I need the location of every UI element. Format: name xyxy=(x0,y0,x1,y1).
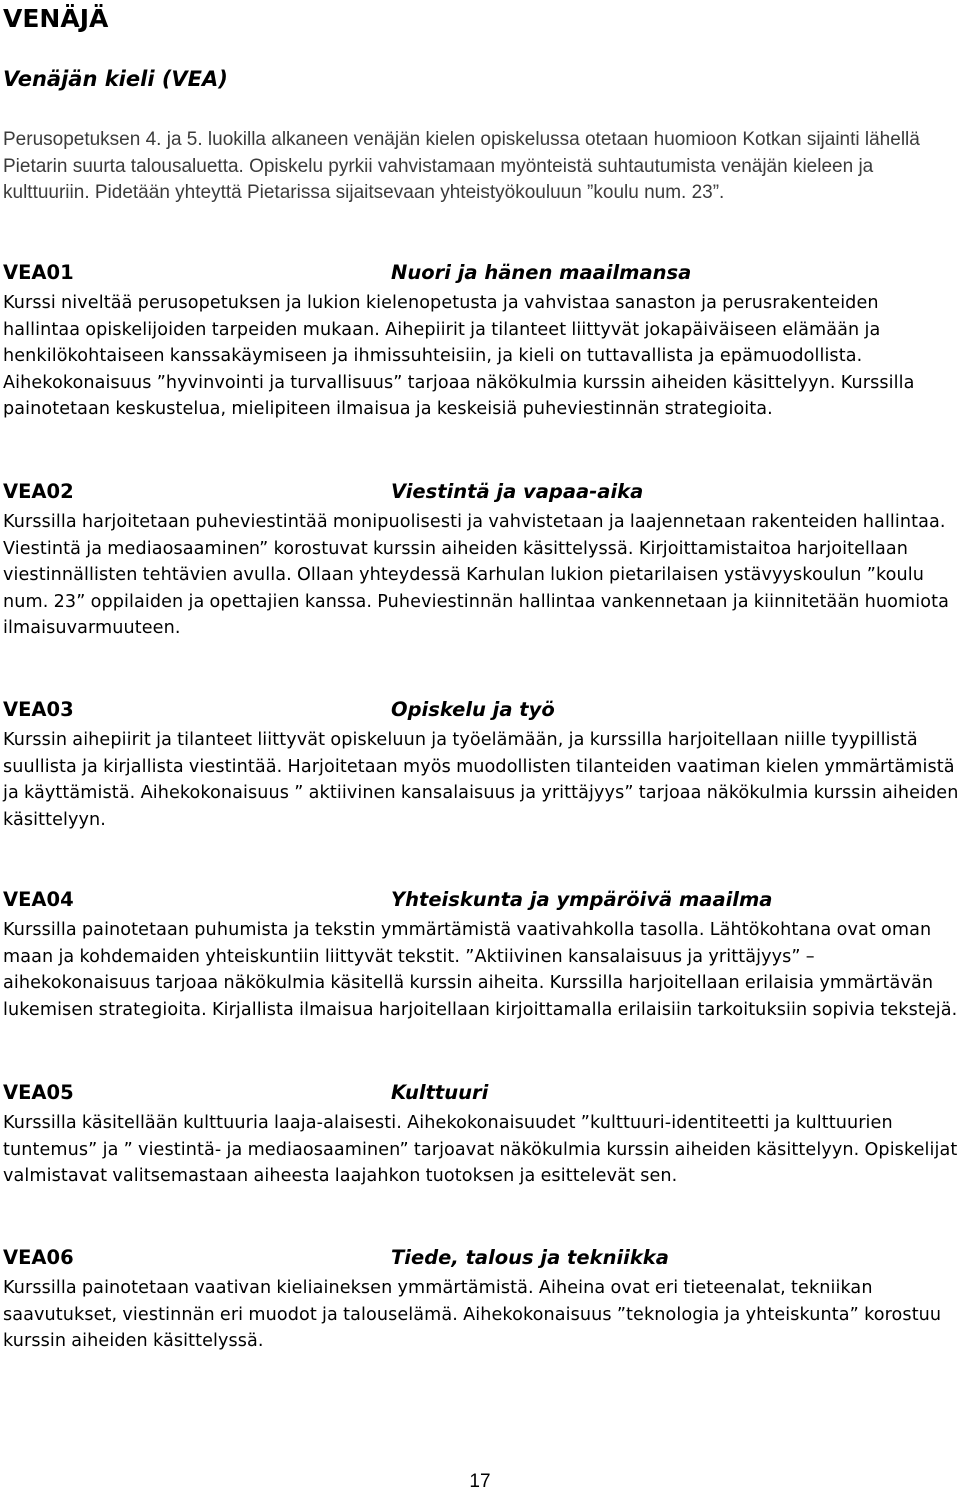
course-description: Kurssilla käsitellään kulttuuria laaja-alaisesti. Aihekokonaisuudet ”kulttuuri-identiteetti ja kulttuurien tuntemus” ja ” viestintä- ja mediaosaaminen” tarjoavat näkökulmia kurssin aiheiden käsittelyyn. Opiskelijat valmistavat valitsemastaan aiheesta laajahkon tuotoksen ja esittelevät sen. xyxy=(3,1113,958,1186)
course-code: VEA05 xyxy=(3,1081,74,1104)
course-vea06 xyxy=(3,1243,960,1355)
course-vea03 xyxy=(3,695,960,833)
course-name: Nuori ja hänen maailmansa xyxy=(391,261,692,284)
document-subtitle: Venäjän kieli (VEA) xyxy=(3,67,228,91)
course-code: VEA04 xyxy=(3,888,74,911)
course-heading xyxy=(3,885,960,915)
course-code: VEA03 xyxy=(3,698,74,721)
course-description: Kurssin aihepiirit ja tilanteet liittyvät opiskeluun ja työelämään, ja kurssilla harjoitellaan niille tyypillistä suullista ja kirjallista viestintää. Harjoitetaan myös muodollisten tilanteiden vaatiman kielen ymmärtämistä ja käyttämistä. Aihekokonaisuus ” aktiivinen kansalaisuus ja yrittäjyys” tarjoaa näkökulmia kurssin aiheiden käsittelyyn. xyxy=(3,730,959,830)
course-heading xyxy=(3,1243,960,1273)
course-code: VEA01 xyxy=(3,261,74,284)
course-code: VEA02 xyxy=(3,480,74,503)
course-vea02 xyxy=(3,477,960,642)
course-description: Kurssilla harjoitetaan puheviestintää monipuolisesti ja vahvistetaan ja laajennetaan rakenteiden hallintaa. Viestintä ja mediaosaaminen” korostuvat kurssin aiheiden käsittelyssä. Kirjoittamistaitoa harjoitellaan viestinnällisten tehtävien avulla. Ollaan yhteydessä Karhulan lukion pietarilaisen ystävyyskoulun ”koulu num. 23” oppilaiden ja opettajien kanssa. Puheviestinnän hallintaa vankennetaan ja kiinnitetään huomiota ilmaisuvarmuuteen. xyxy=(3,512,950,638)
page-number: 17 xyxy=(469,1471,491,1492)
intro-paragraph: Perusopetuksen 4. ja 5. luokilla alkaneen venäjän kielen opiskelussa otetaan huomioon Kotkan sijainti lähellä Pietarin suurta talousaluetta. Opiskelu pyrkii vahvistamaan myönteistä suhtautumista venäjän kieleen ja kulttuuriin. Pidetään yhteyttä Pietarissa sijaitsevaan yhteistyökouluun ”koulu num. 23”. xyxy=(3,129,920,203)
course-name: Yhteiskunta ja ympäröivä maailma xyxy=(391,888,773,911)
course-heading xyxy=(3,1078,960,1108)
course-name: Viestintä ja vapaa-aika xyxy=(391,480,644,503)
course-heading xyxy=(3,477,960,507)
course-heading xyxy=(3,258,960,288)
course-name: Tiede, talous ja tekniikka xyxy=(391,1246,669,1269)
course-name: Kulttuuri xyxy=(391,1081,489,1104)
course-vea01 xyxy=(3,258,960,423)
course-description: Kurssilla painotetaan puhumista ja tekstin ymmärtämistä vaativahkolla tasolla. Lähtökohtana ovat oman maan ja kohdemaiden yhteiskuntiin liittyvät tekstit. ”Aktiivinen kansalaisuus ja yrittäjyys” –aihekokonaisuus tarjoaa näkökulmia käsitellä kurssin aiheita. Kurssilla harjoitellaan erilaisia ymmärtävän lukemisen strategioita. Kirjallista ilmaisua harjoitellaan kirjoittamalla erilaisiin tarkoituksiin sopivia tekstejä. xyxy=(3,920,958,1020)
course-vea05 xyxy=(3,1078,960,1190)
document-title: VENÄJÄ xyxy=(3,4,109,33)
course-heading xyxy=(3,695,960,725)
course-vea04 xyxy=(3,885,960,1023)
course-code: VEA06 xyxy=(3,1246,74,1269)
course-description: Kurssilla painotetaan vaativan kieliaineksen ymmärtämistä. Aiheina ovat eri tieteenalat, tekniikan saavutukset, viestinnän eri muodot ja talouselämä. Aihekokonaisuus ”teknologia ja yhteiskunta” korostuu kurssin aiheiden käsittelyssä. xyxy=(3,1278,942,1351)
course-description: Kurssi niveltää perusopetuksen ja lukion kielenopetusta ja vahvistaa sanaston ja perusrakenteiden hallintaa opiskelijoiden tarpeiden mukaan. Aihepiirit ja tilanteet liittyvät jokapäiväiseen elämään ja henkilökohtaiseen kanssakäymiseen ja ihmissuhteisiin, ja kieli on tuttavallista ja epämuodollista. Aihekokonaisuus ”hyvinvointi ja turvallisuus” tarjoaa näkökulmia kurssin aiheiden käsittelyyn. Kurssilla painotetaan keskustelua, mielipiteen ilmaisua ja keskeisiä puheviestinnän strategioita. xyxy=(3,293,915,419)
course-name: Opiskelu ja työ xyxy=(391,698,555,721)
